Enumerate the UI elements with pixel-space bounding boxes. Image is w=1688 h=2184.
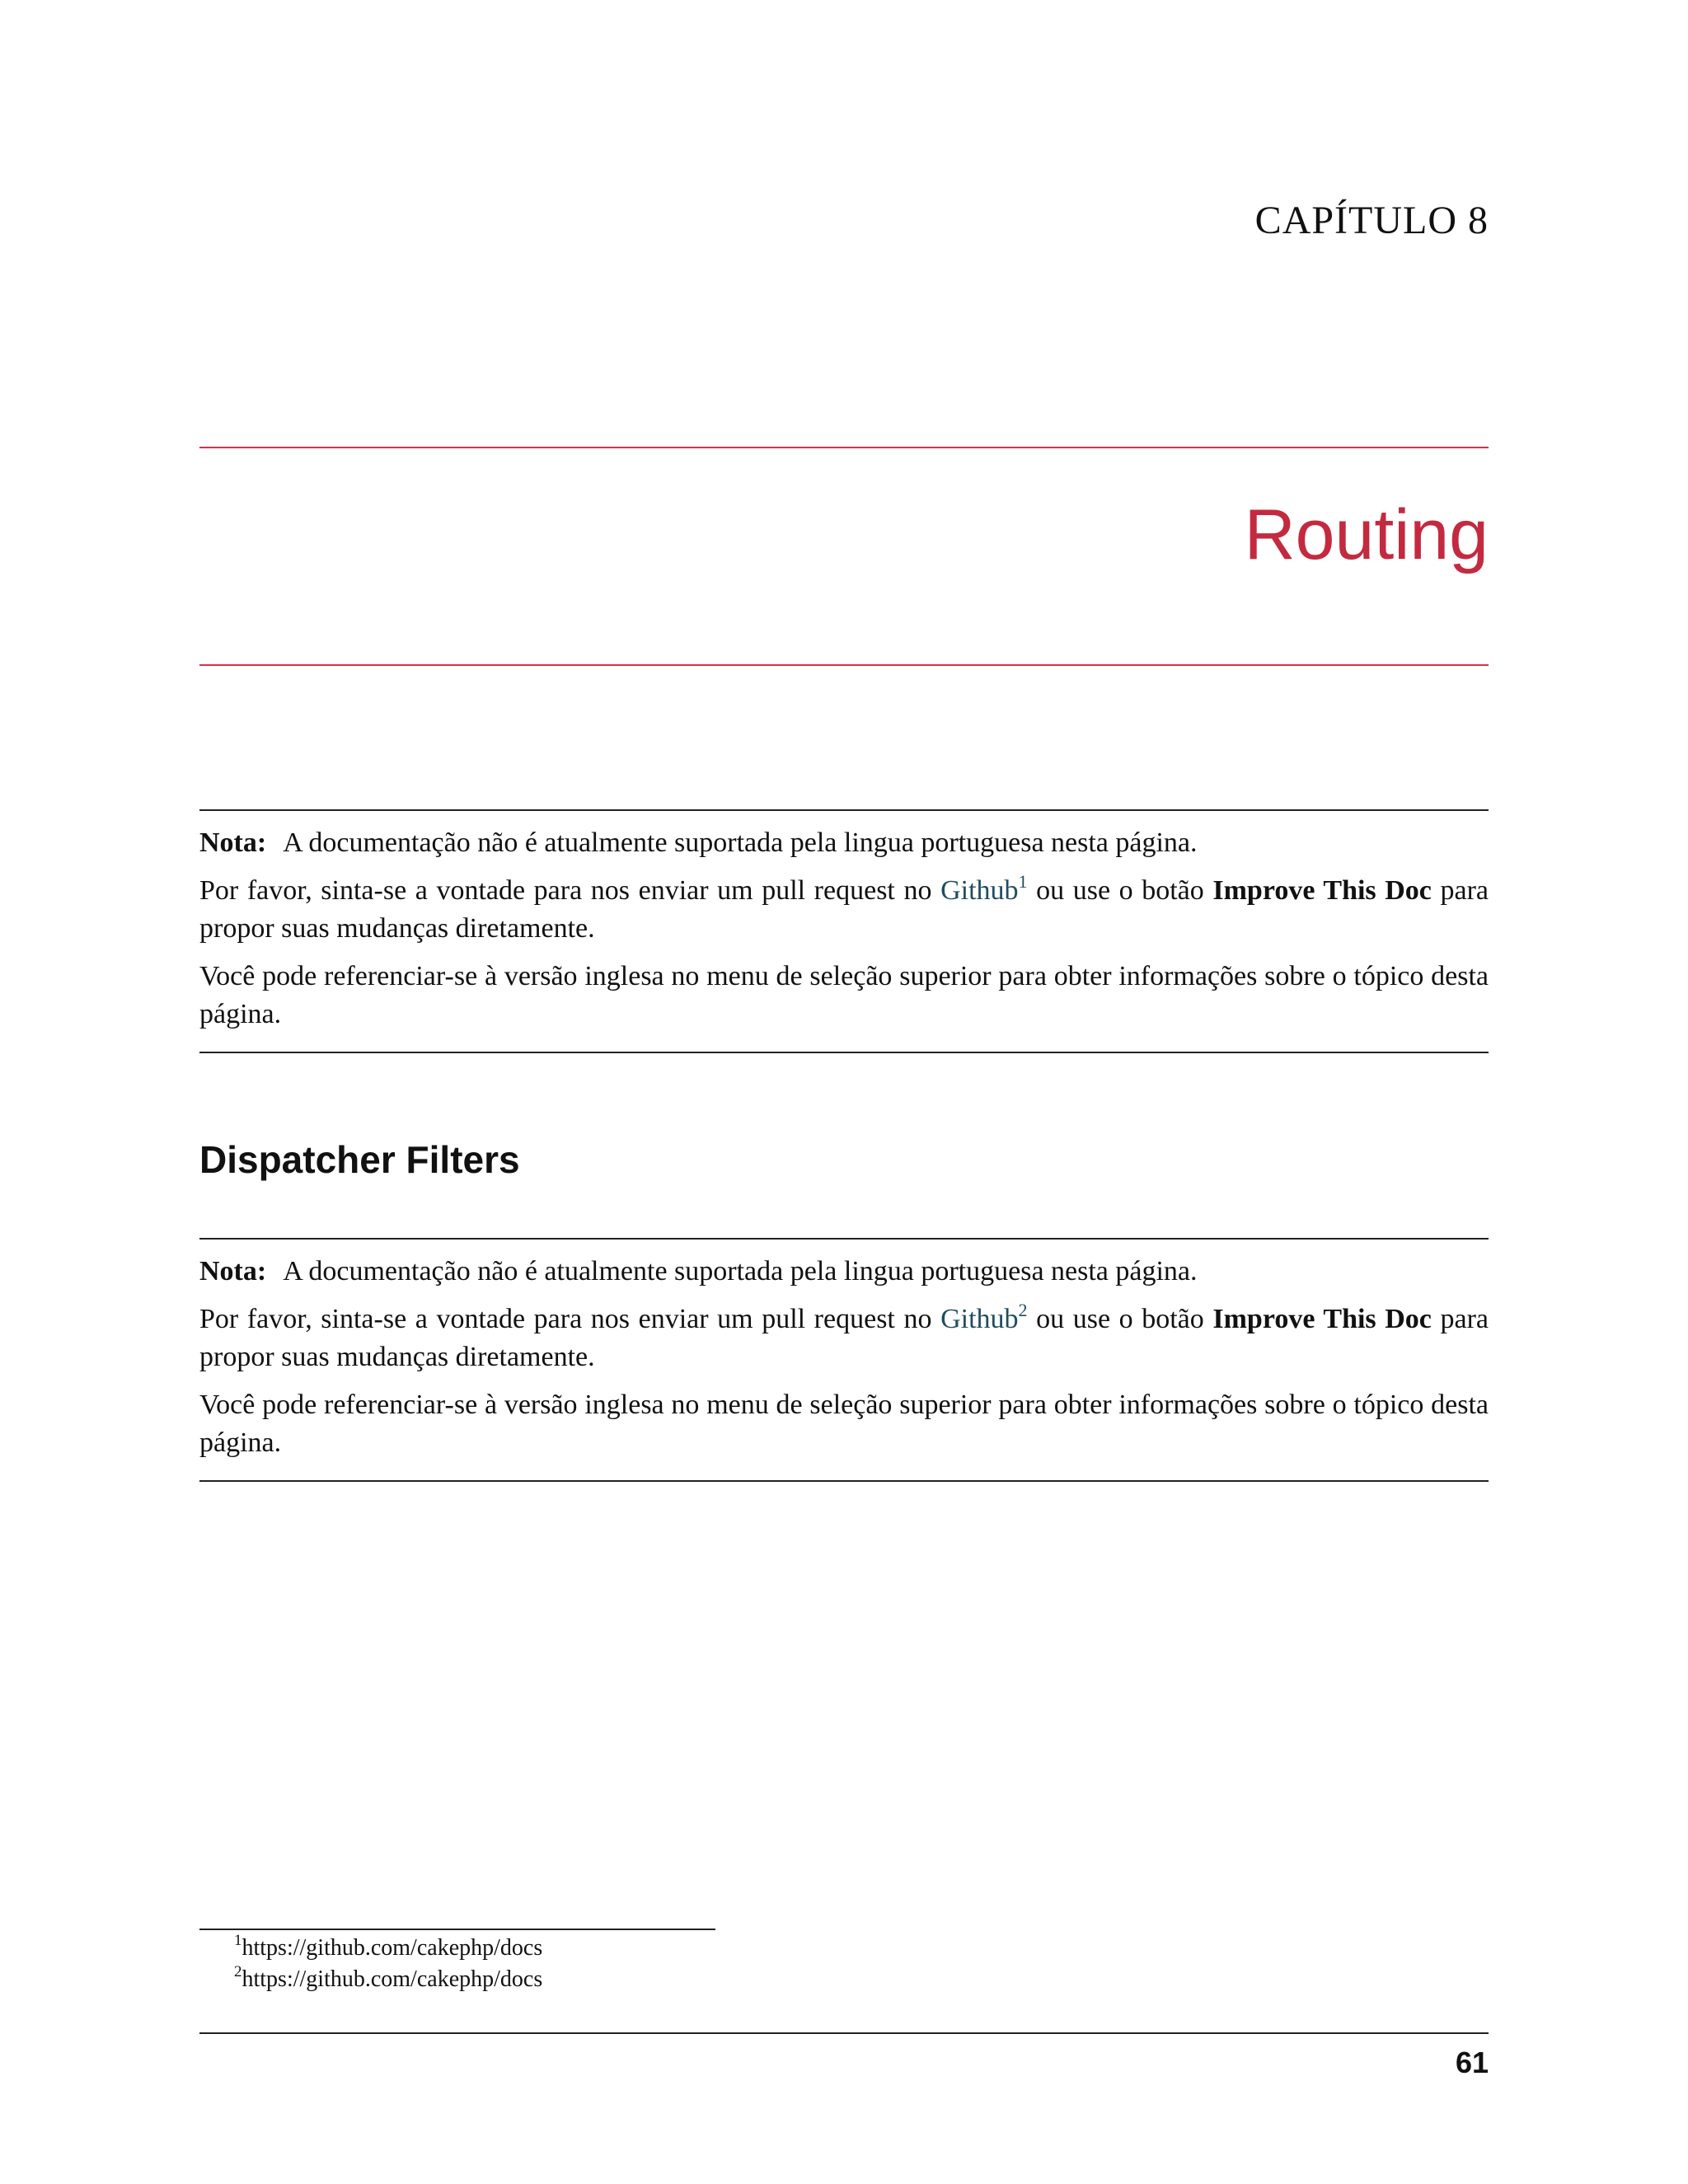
- note-text: A documentação não é atualmente suportada pela lingua portuguesa nesta página.: [283, 827, 1198, 858]
- note-paragraph-english: Você pode referenciar-se à versão inglesa no menu de seleção superior para obter informações sobre o tópico desta página.: [199, 1390, 1489, 1458]
- chapter-title: Routing: [1244, 495, 1489, 574]
- footnote[interactable]: [234, 1932, 543, 1961]
- github-link[interactable]: [940, 1300, 1028, 1334]
- chapter-top-rule: [199, 447, 1489, 448]
- note-paragraph-text: Por favor, sinta-se a vontade para nos enviar um pull request no: [199, 875, 941, 906]
- footnote-url[interactable]: https://github.com/cakephp/docs: [241, 1935, 543, 1961]
- note-text: A documentação não é atualmente suportada pela lingua portuguesa nesta página.: [283, 1256, 1198, 1286]
- note-paragraph-english: Você pode referenciar-se à versão inglesa no menu de seleção superior para obter informações sobre o tópico desta página.: [199, 961, 1489, 1029]
- github-link[interactable]: [940, 871, 1028, 906]
- note-box: [199, 1238, 1489, 1482]
- github-link-text[interactable]: Github: [940, 875, 1019, 906]
- footnote-url[interactable]: https://github.com/cakephp/docs: [241, 1966, 543, 1992]
- footnote-number: 1: [234, 1932, 242, 1949]
- github-link-text[interactable]: Github: [940, 1304, 1019, 1334]
- note-label: Nota:: [199, 1256, 267, 1286]
- note-box: [199, 809, 1489, 1053]
- page-number: 61: [1455, 2046, 1489, 2079]
- footnote-rule: [199, 1929, 715, 1930]
- note-paragraph-text: para propor suas mudanças diretamente.: [199, 875, 1489, 944]
- note-title-line: [199, 1253, 1489, 1291]
- improve-doc-label: Improve This Doc: [1212, 875, 1432, 906]
- improve-doc-label: Improve This Doc: [1212, 1304, 1432, 1334]
- note-paragraph-text: ou use o botão: [1027, 875, 1213, 906]
- chapter-bottom-rule: [199, 664, 1489, 666]
- note-paragraph: [199, 1301, 1489, 1376]
- footnote-ref[interactable]: 2: [1018, 1300, 1028, 1320]
- note-paragraph-text: para propor suas mudanças diretamente.: [199, 1304, 1489, 1372]
- note-label: Nota:: [199, 827, 267, 858]
- chapter-label: CAPÍTULO 8: [1254, 199, 1489, 242]
- footnote-ref[interactable]: 1: [1018, 871, 1028, 892]
- note-paragraph: [199, 872, 1489, 948]
- footer-rule: [199, 2032, 1489, 2034]
- footnote-number: 2: [234, 1963, 242, 1980]
- note-title-line: [199, 824, 1489, 862]
- note-paragraph-text: Por favor, sinta-se a vontade para nos enviar um pull request no: [199, 1304, 941, 1334]
- note-paragraph-text: ou use o botão: [1027, 1304, 1213, 1334]
- section-title: Dispatcher Filters: [199, 1138, 520, 1181]
- footnote[interactable]: [234, 1963, 543, 1993]
